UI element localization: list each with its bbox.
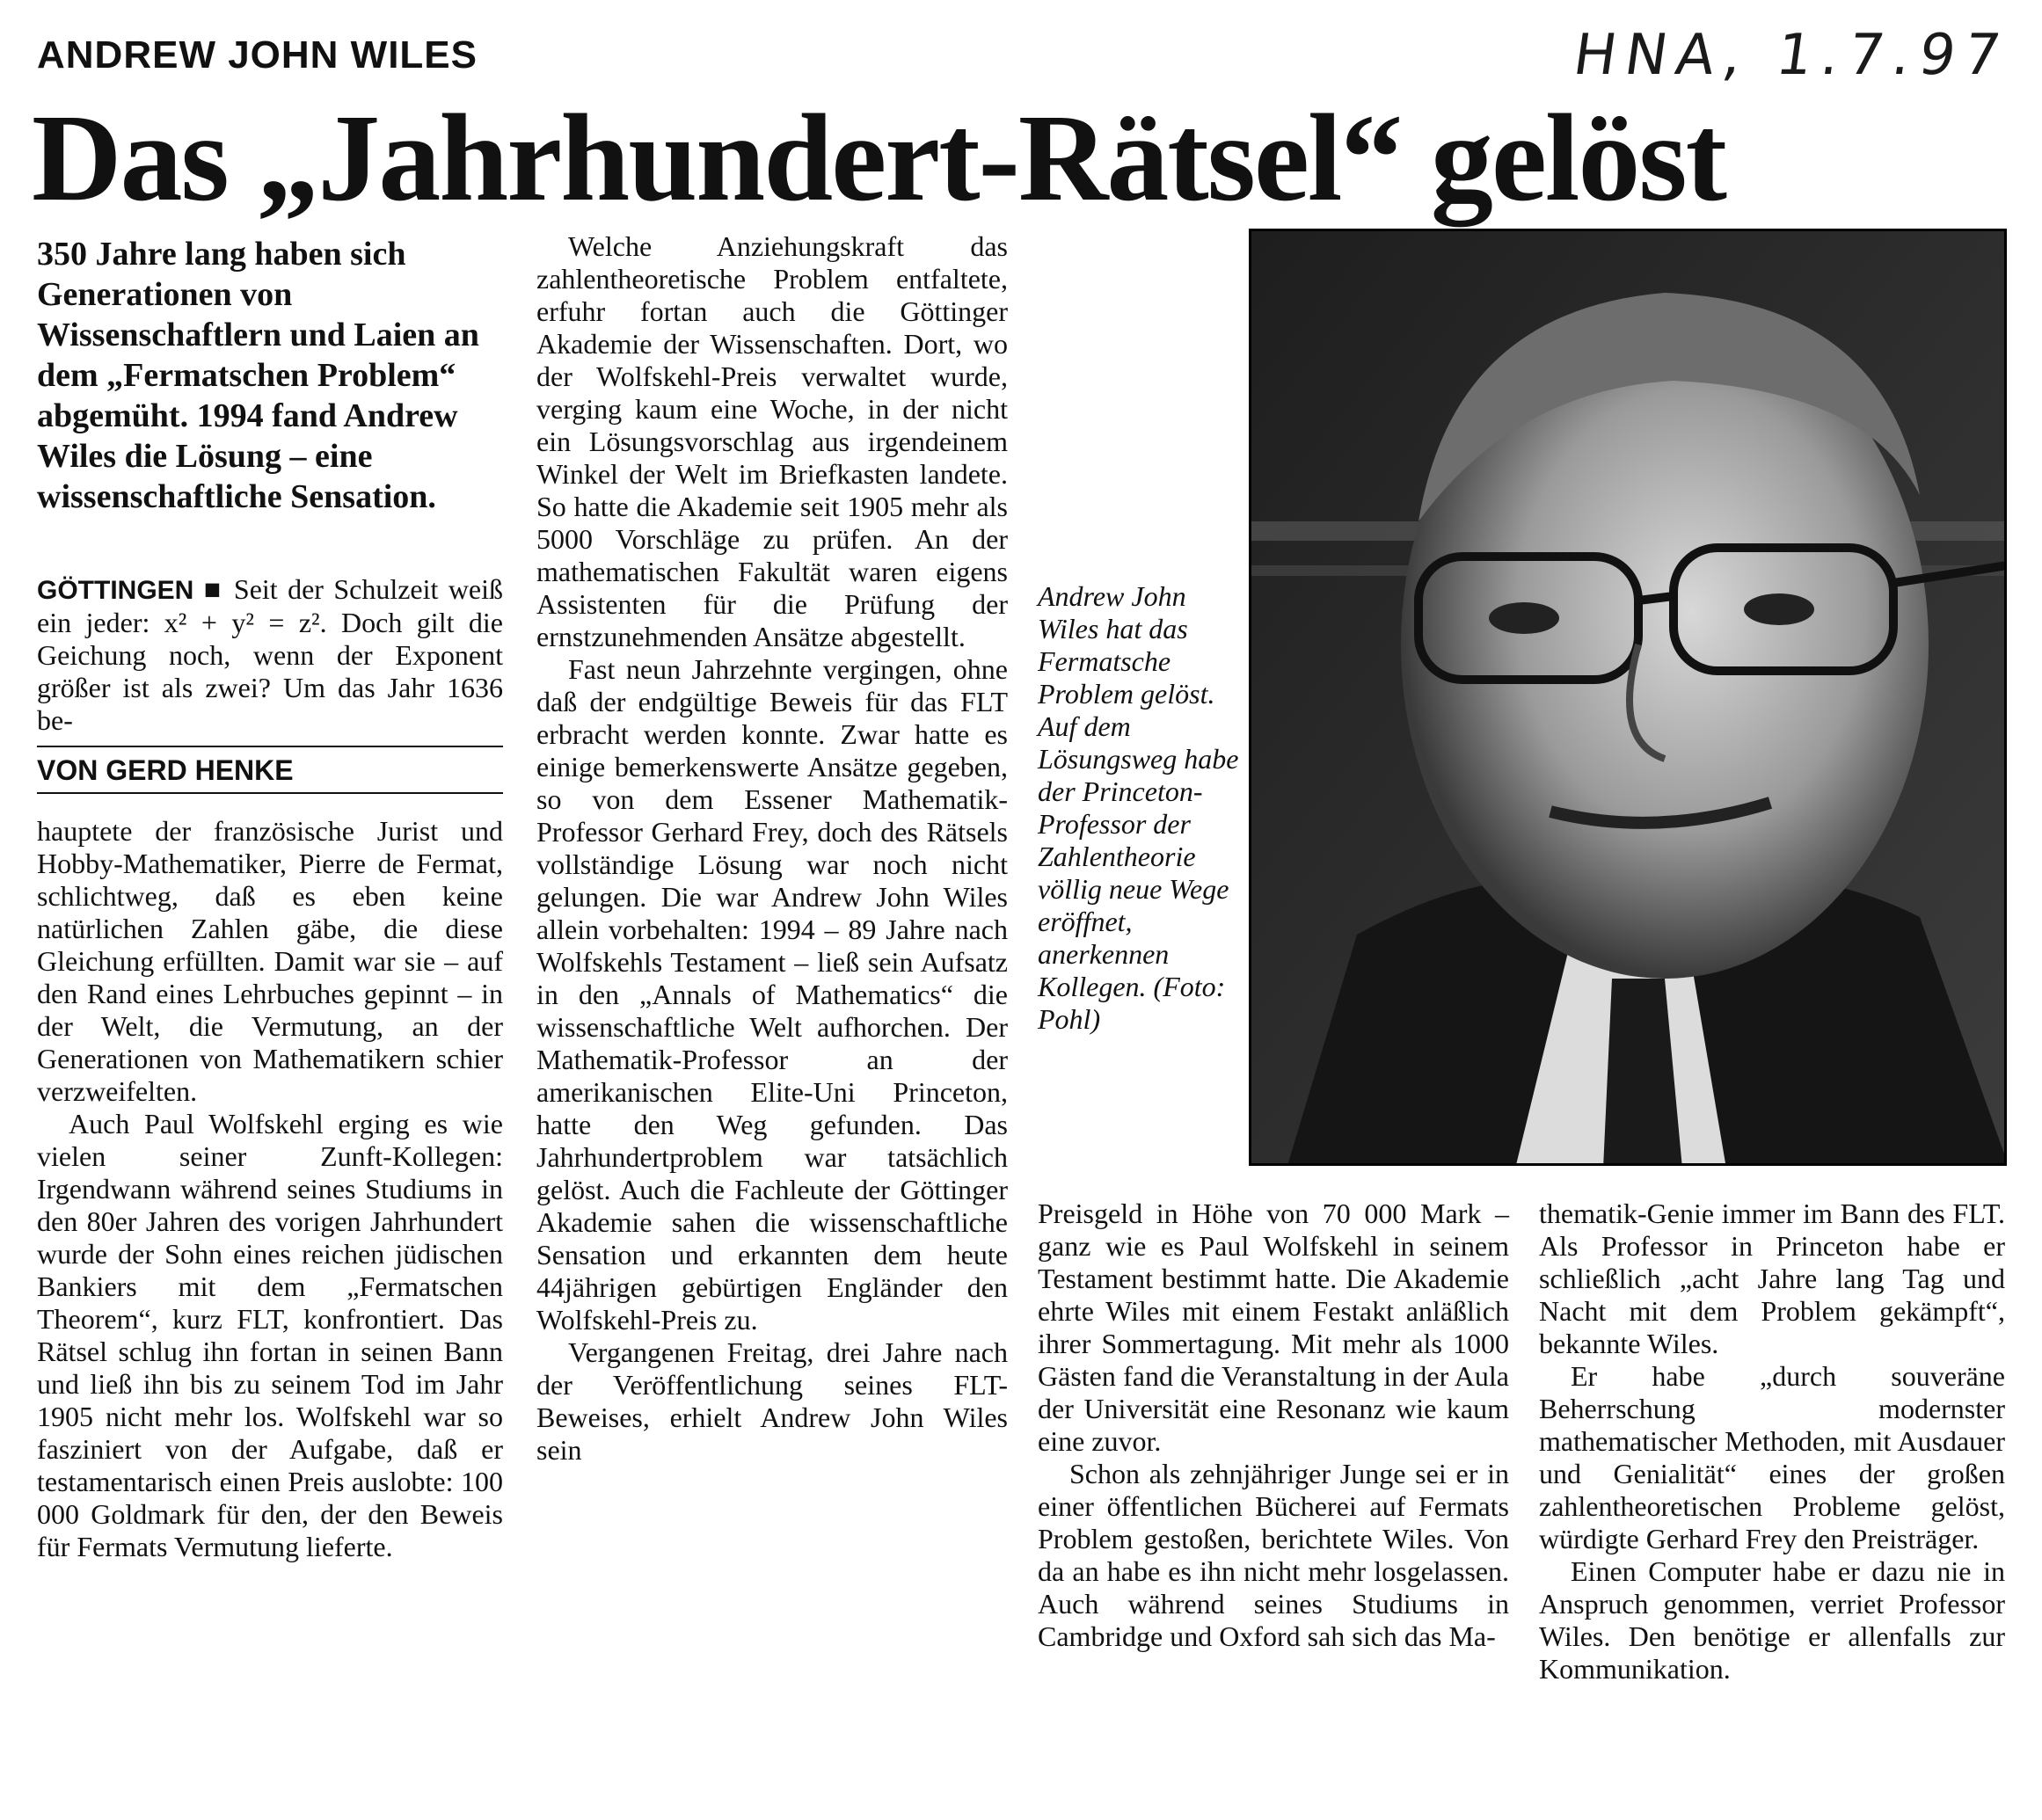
column-2: [536, 230, 1008, 1467]
lead-paragraph: 350 Jahre lang haben sich Generationen von Wissenschaftlern und Laien an dem „Fermatschen Problem“ abgemüht. 1994 fand Andrew Wiles die Lösung – eine wissenschaftliche Sensation.: [37, 236, 479, 515]
col2-paragraph-1: Welche Anziehungskraft das zahlentheoretische Problem entfaltete, erfuhr fortan auch die Göttinger Akademie der Wissenschaften. Dort, wo der Wolfskehl-Preis verwaltet wurde, verging kaum eine Woche, in der nicht ein Lösungsvorschlag aus irgendeinem Winkel der Welt im Briefkasten landete. So hatte die Akademie seit 1905 mehr als 5000 Vorschläge zu prüfen. An der mathematischen Fakultät waren eigens Assistenten für die Prüfung der ernstzunehmenden Ansätze abgestellt.: [536, 230, 1008, 652]
headline: Das „Jahrhundert-Rätsel“ gelöst: [32, 88, 1725, 227]
intro-paragraph: [37, 573, 503, 737]
col3-paragraph-2: Schon als zehnjähriger Junge sei er in einer öffentlichen Bücherei auf Fermats Problem gestoßen, berichtete Wiles. Von da an habe es ihn nicht mehr losgelassen. Auch während seines Studiums in Cambridge und Oxford sah sich das Ma-: [1038, 1458, 1509, 1652]
photo-caption: Andrew John Wiles hat das Fermatsche Problem gelöst. Auf dem Lösungsweg habe der Princeton-Professor der Zahlentheorie völlig neue Wege eröffnet, anerkennen Kollegen. (Foto: Pohl): [1038, 580, 1239, 1035]
col1-paragraph-2: Auch Paul Wolfskehl erging es wie vielen seiner Zunft-Kollegen: Irgendwann während seines Studiums in den 80er Jahren des vorigen Jahrhundert wurde der Sohn eines reichen jüdischen Bankiers mit dem „Fermatschen Theorem“, kurz FLT, konfrontiert. Das Rätsel schlug ihn fortan in seinen Bann und ließ ihn bis zu seinem Tod im Jahr 1905 nicht mehr los. Wolfskehl war so fasziniert von der Aufgabe, daß er testamentarisch einen Preis auslobte: 100 000 Goldmark für den, der den Beweis für Fermats Vermutung lieferte.: [37, 1108, 503, 1562]
col1-paragraph-1: hauptete der französische Jurist und Hobby-Mathematiker, Pierre de Fermat, schlichtweg, daß es eben keine natürlichen Zahlen gäbe, die diese Gleichung erfüllten. Damit war sie – auf den Rand eines Lehrbuches gepinnt – in der Welt, die Vermutung, an der Generationen von Mathematikern schier verzweifelten.: [37, 815, 503, 1107]
column-3: [1038, 1198, 1509, 1653]
dateline-marker: ■: [203, 573, 224, 605]
handwritten-note: HNA, 1.7.97: [1569, 23, 2014, 88]
intro-text: Seit der Schulzeit weiß ein jeder: x² + y² = z². Doch gilt die Geichung noch, wenn der Exponent größer ist als zwei? Um das Jahr 1636 be-: [37, 573, 504, 736]
kicker: ANDREW JOHN WILES: [37, 33, 478, 76]
col4-paragraph-1: thematik-Genie immer im Bann des FLT. Als Professor in Princeton habe er schließlich „acht Jahre lang Tag und Nacht mit dem Problem gekämpft“, bekannte Wiles.: [1539, 1198, 2005, 1359]
col2-paragraph-3: Vergangenen Freitag, drei Jahre nach der Veröffentlichung seines FLT-Beweises, erhielt Andrew John Wiles sein: [536, 1336, 1008, 1466]
portrait-illustration: [1251, 231, 2007, 1166]
dateline: GÖTTINGEN: [37, 576, 194, 605]
col2-paragraph-2: Fast neun Jahrzehnte vergingen, ohne daß der endgültige Beweis für das FLT erbracht werden konnte. Zwar hatte es einige bemerkenswerte Ansätze gegeben, so von dem Essener Mathematik-Professor Gerhard Frey, doch des Rätsels vollständige Lösung war noch nicht gelungen. Die war Andrew John Wiles allein vorbehalten: 1994 – 89 Jahre nach Wolfskehls Testament – ließ sein Aufsatz in den „Annals of Mathematics“ die wissenschaftliche Welt aufhorchen. Der Mathematik-Professor an der amerikanischen Elite-Uni Princeton, hatte den Weg gefunden. Das Jahrhundertproblem war tatsächlich gelöst. Auch die Fachleute der Göttinger Akademie sahen die wissenschaftliche Sensation und erkannten dem heute 44jährigen gebürtigen Engländer den Wolfskehl-Preis zu.: [536, 653, 1008, 1336]
col4-paragraph-3: Einen Computer habe er dazu nie in Anspruch genommen, verriet Professor Wiles. Den benötige er allenfalls zur Kommunikation.: [1539, 1555, 2005, 1685]
column-1: [37, 234, 503, 1563]
byline: VON GERD HENKE: [37, 746, 503, 794]
col3-paragraph-1: Preisgeld in Höhe von 70 000 Mark – ganz wie es Paul Wolfskehl in seinem Testament bestimmt hatte. Die Akademie ehrte Wiles mit einem Festakt anläßlich ihrer Sommertagung. Mit mehr als 1000 Gästen fand die Veranstaltung in der Aula der Universität eine Resonanz wie kaum eine zuvor.: [1038, 1198, 1509, 1457]
portrait-photo: [1249, 229, 2007, 1166]
col4-paragraph-2: Er habe „durch souveräne Beherrschung modernster mathematischer Methoden, mit Ausdauer und Genialität“ eines der großen zahlentheoretischen Probleme gelöst, würdigte Gerhard Frey den Preisträger.: [1539, 1360, 2005, 1554]
column-4: [1539, 1198, 2005, 1685]
